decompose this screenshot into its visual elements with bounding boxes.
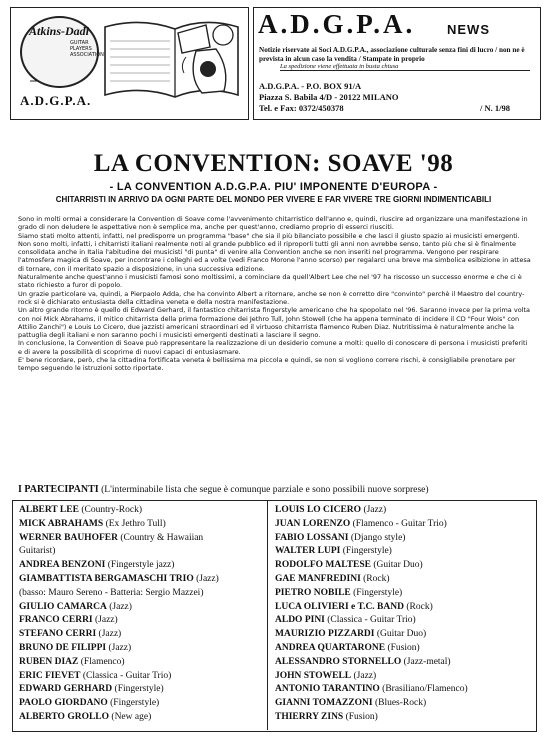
participant-style: (Brasiliano/Flamenco): [379, 684, 468, 695]
participant-style: (Jazz): [106, 601, 132, 612]
participants-heading: [18, 484, 538, 495]
participant-style: (Jazz): [92, 615, 118, 626]
participants-heading-label: I PARTECIPANTI: [18, 484, 99, 495]
participant-item: [275, 642, 535, 656]
paragraph: Siamo stati molto attenti, infatti, nel predisporre un programma "base" che sia il più bilanciato possibile e che lasci il giusto spazio ai musicisti emergenti.: [18, 231, 520, 240]
address-line: A.D.G.P.A. - P.O. BOX 91/A: [259, 81, 362, 91]
participant-name: GIANNI TOMAZZONI: [275, 698, 373, 709]
participant-style: (Fingerstyle): [107, 698, 160, 709]
participant-item: [19, 518, 264, 532]
participant-style: (Fusion): [343, 711, 378, 722]
participant-style: (Country & Hawaiian: [117, 532, 204, 543]
address-line: Tel. e Fax: 0372/450378: [259, 103, 344, 113]
participant-item: [275, 545, 535, 559]
paragraph: Naturalmente anche quest'anno i musicisti famosi sono moltissimi, a cominciare da quell'Albert Lee che nel '97 ha riscosso un successo enorme e che ci è stato richiesto a furor di popolo.: [18, 273, 522, 290]
participant-item: [19, 642, 264, 656]
participant-item: [275, 656, 535, 670]
participant-style: (Jazz): [96, 629, 122, 640]
participant-item: [19, 697, 264, 711]
participants-right-column: [275, 504, 535, 725]
participant-item: [275, 697, 535, 711]
paragraph: Sono in molti ormai a considerare la Convention di Soave come l'avvenimento chitarristico dell'anno e, quindi, riuscire ad organizzare una manifestazione in grado di non deludere le aspettative non è semplice ma, anche per quest'anno, crediamo proprio di esserci riusciti.: [18, 215, 528, 232]
masthead-title: A.D.G.P.A.: [258, 9, 416, 39]
participant-item: [275, 683, 535, 697]
participant-style: (Ex Jethro Tull): [103, 518, 166, 529]
participant-style: (Rock): [360, 573, 390, 584]
participant-item: [275, 532, 535, 546]
participants-note: (L'interminabile lista che segue è comunque parziale e sono possibili nuove sorprese): [98, 484, 429, 495]
participant-name: WALTER LUPI: [275, 546, 341, 557]
logo-text: Atkins-Dadi: [28, 24, 89, 38]
participant-name: JUAN LORENZO: [275, 518, 351, 529]
participant-item: [19, 545, 264, 559]
participant-name: ALBERT LEE: [19, 505, 79, 515]
participant-style: (Jazz): [351, 670, 377, 681]
participant-style: (Fingerstyle): [112, 684, 164, 695]
participant-item: [275, 628, 535, 642]
participant-style: (Guitar Duo): [371, 560, 423, 571]
participant-item: [275, 601, 535, 615]
participant-name: RUBEN DIAZ: [19, 656, 79, 667]
article-subtitle: - LA CONVENTION A.D.G.P.A. PIU' IMPONENTE D'EUROPA -: [109, 181, 438, 193]
participant-item: [275, 559, 535, 573]
participant-item: [19, 711, 264, 725]
participant-name: FABIO LOSSANI: [275, 532, 349, 543]
logo-subtext: GUITAR PLAYERS ASSOCIATION: [70, 40, 104, 58]
participant-style: (Rock): [403, 601, 433, 612]
participant-style: (Classica - Guitar Trio): [324, 615, 416, 626]
participant-style: (Fingerstyle): [340, 546, 392, 557]
participant-item: [19, 504, 264, 518]
participant-name: GIAMBATTISTA BERGAMASCHI TRIO: [19, 573, 194, 584]
participant-item: [19, 656, 264, 670]
participant-name: ANDREA QUARTARONE: [275, 642, 386, 653]
participant-style: (Blues-Rock): [372, 698, 427, 709]
participant-name: WERNER BAUHOFER: [19, 532, 118, 543]
participant-item: [19, 670, 264, 684]
paragraph: Un grazie particolare va, quindi, a Pierpaolo Adda, che ha convinto Albert a ritornare, anche se non è corretto dire "convinto" perchè il Maestro del country-rock si è dichiarato entusiasta della cittadina veneta e della nostra manifestazione.: [18, 289, 525, 306]
participant-name: ALESSANDRO STORNELLO: [275, 656, 402, 667]
participant-name: ERIC FIEVET: [19, 670, 81, 681]
participant-style: Guitarist): [19, 546, 56, 557]
participant-style: (Django style): [348, 532, 406, 543]
participant-name: ANDREA BENZONI: [19, 560, 106, 571]
paragraph: In conclusione, la Convention di Soave può rappresentare la realizzazione di un desiderio comune a molti: quello di conoscere di persona i musicisti preferiti e di avere la possibilità di scoprirne di nuovi capaci di entusiasmare.: [18, 339, 528, 356]
participant-style: (Fingerstyle jazz): [105, 560, 175, 571]
participant-item: [19, 559, 264, 573]
participant-item: [275, 711, 535, 725]
participant-item: [275, 504, 535, 518]
participant-style: (Jazz): [106, 642, 132, 653]
issue-number: / N. 1/98: [480, 103, 510, 113]
participant-style: (Flamenco - Guitar Trio): [350, 518, 447, 529]
participant-item: [19, 587, 264, 601]
participant-name: GIULIO CAMARCA: [19, 601, 107, 612]
participant-item: [275, 518, 535, 532]
masthead-slogan: La spedizione viene effettuata in busta chiusa: [280, 63, 530, 71]
participant-style: (Jazz): [361, 505, 387, 515]
participant-name: MAURIZIO PIZZARDI: [275, 629, 375, 640]
participant-style: (New age): [109, 711, 152, 722]
participant-style: (Guitar Duo): [374, 629, 427, 640]
participant-name: ANTONIO TARANTINO: [275, 684, 380, 695]
article-body: [18, 215, 533, 373]
participant-name: RODOLFO MALTESE: [275, 560, 371, 571]
participant-style: (Fusion): [385, 642, 420, 653]
participant-style: (Jazz): [193, 573, 219, 584]
article-kicker: CHITARRISTI IN ARRIVO DA OGNI PARTE DEL MONDO PER VIVERE E FAR VIVERE TRE GIORNI INDIMENTICABILI: [55, 195, 492, 204]
participant-name: EDWARD GERHARD: [19, 684, 113, 695]
participant-item: [19, 601, 264, 615]
participant-name: JOHN STOWELL: [275, 670, 352, 681]
participant-name: PIETRO NOBILE: [275, 587, 351, 598]
participant-style: (Flamenco): [78, 656, 125, 667]
participant-name: STEFANO CERRI: [19, 629, 97, 640]
participant-name: PAOLO GIORDANO: [19, 698, 108, 709]
participant-name: LUCA OLIVIERI e T.C. BAND: [275, 601, 404, 612]
participant-item: [19, 683, 264, 697]
paragraph: E' bene ricordare, però, che la cittadina fortificata veneta è bellissima ma piccola e quindi, se non si vogliono correre rischi, è consigliabile prenotare per tempo seguendo le istruzioni sotto riportate.: [18, 356, 516, 373]
masthead-news: NEWS: [447, 22, 490, 37]
participant-item: [275, 587, 535, 601]
participant-name: BRUNO DE FILIPPI: [19, 642, 107, 653]
participant-item: [19, 573, 264, 587]
participant-name: ALBERTO GROLLO: [19, 711, 110, 722]
table-divider: [267, 500, 268, 730]
participant-style: (Country-Rock): [78, 505, 143, 515]
participant-name: FRANCO CERRI: [19, 615, 93, 626]
participant-name: GAE MANFREDINI: [275, 573, 361, 584]
participant-style: (Fingerstyle): [350, 587, 403, 598]
masthead-notice: Notizie riservate ai Soci A.D.G.P.A., associazione culturale senza fini di lucro / non ne è prevista in alcun caso la vendita / Stampate in proprio: [259, 46, 525, 63]
participants-left-column: [19, 504, 264, 725]
address-line: Piazza S. Babila 4/D - 20122 MILANO: [259, 92, 399, 102]
paragraph: Un altro grande ritorno è quello di Edward Gerhard, il fantastico chitarrista fingerstyle americano che ha spopolato nel '96. Saranno invece per la prima volta con noi Mick Abrahams, il mitico chitarrista della prima formazione dei Jethro Tull, John Stowell (che ha appena terminato di incidere il CD "Four Wois" con Attilio Zanchi") e Louis Lo Cicero, due jazzisti americani straordinari ed il virtuoso chitarrista flamenco Ruben Diaz. Nutritissima è naturalmente anche la pattuglia degli italiani e non saranno pochi i musicisti emergenti destinati a lasciare il segno.: [18, 306, 531, 340]
participant-style: (basso: Mauro Sereno - Batteria: Sergio Mazzei): [19, 587, 204, 598]
participant-name: ALDO PINI: [275, 615, 325, 626]
paragraph: Non sono molti, infatti, i chitarristi italiani realmente noti al grande pubblico ed il riproporli tutti gli anni non avrebbe senso, tanto più che si è finalmente consolidata anche in Italia l'abitudine dei musicisti "di punta" di venire alla Convention anche se non inseriti nel programma. Vengono per respirare l'atmosfera magica di Soave, per incontrare i colleghi ed a volte (vedi Franco Morone l'anno scorso) per regalarci una breve ma simbolica esibizione in attesa di tornare, con il meritato spazio a disposizione, in una successiva edizione.: [18, 239, 531, 273]
participant-style: (Jazz-metal): [401, 656, 451, 667]
participant-item: [275, 670, 535, 684]
participant-item: [19, 614, 264, 628]
article-title: LA CONVENTION: SOAVE '98: [93, 150, 454, 177]
participant-name: MICK ABRAHAMS: [19, 518, 104, 529]
brand-label: A.D.G.P.A.: [20, 93, 92, 108]
participant-name: LOUIS LO CICERO: [275, 505, 362, 515]
participant-item: [275, 614, 535, 628]
participant-item: [275, 573, 535, 587]
participant-name: THIERRY ZINS: [275, 711, 344, 722]
participant-item: [19, 628, 264, 642]
participant-style: (Classica - Guitar Trio): [80, 670, 172, 681]
participant-item: [19, 532, 264, 546]
